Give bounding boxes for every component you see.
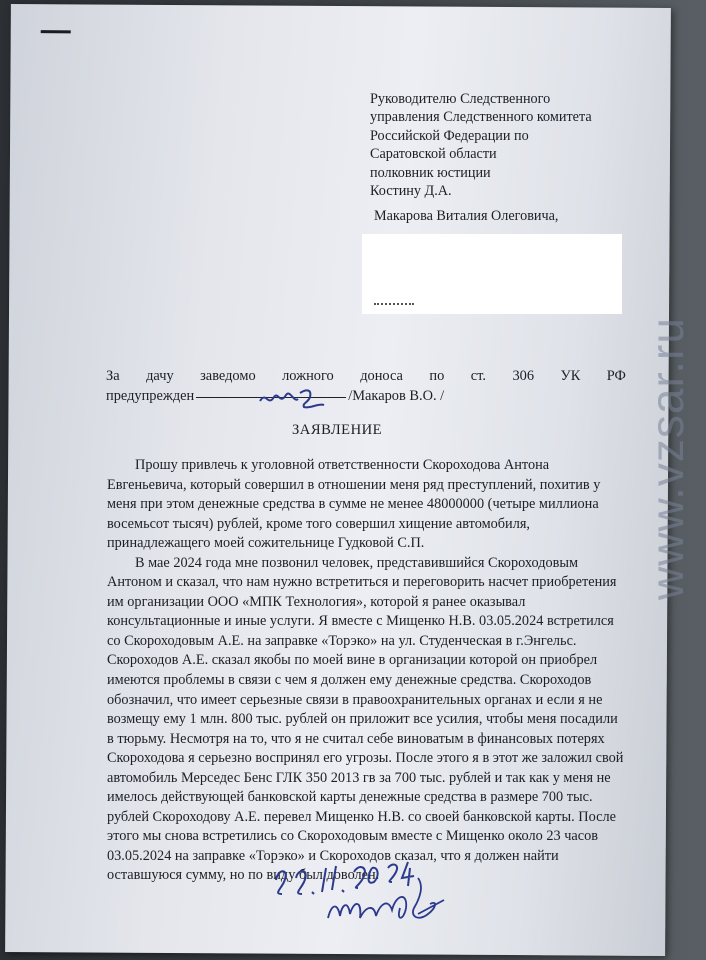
- site-watermark: www.vzsar.ru: [641, 317, 693, 600]
- sender-line: Макарова Виталия Олеговича,: [374, 208, 559, 224]
- text-line: рублей Скороходову А.Е. перевел Мищенко Н.В. со своей банковской карты. После: [107, 808, 616, 825]
- addressee-line: Руководителю Следственного: [370, 91, 551, 107]
- text-line: Прошу привлечь к уголовной ответственности Скороходова Антона: [135, 457, 550, 473]
- top-dash-mark: [41, 30, 71, 33]
- warning-word: За: [106, 368, 120, 384]
- warning-word: ложного: [282, 368, 334, 384]
- text-line: принадлежащего моей сожительнице Гудковой С.П.: [107, 535, 425, 552]
- warning-word: по: [429, 368, 445, 384]
- warning-word: доноса: [360, 368, 403, 384]
- redaction-residue: [374, 303, 414, 313]
- signature-line: [196, 397, 346, 398]
- text-line: обозначил, что имеет серьезные связи в правоохранительных органах и если я не: [107, 691, 603, 708]
- warning-word: УК: [560, 368, 581, 384]
- addressee-line: Костину Д.А.: [370, 183, 452, 200]
- text-line: этого мы снова встретились со Скороходовым вместе с Мищенко около 23 часов: [107, 828, 598, 845]
- text-line: имеются проблемы в связи с чем я должен ему денежные средства. Скороходов: [107, 672, 592, 689]
- statement-body: [107, 456, 631, 886]
- warning-signature: [254, 383, 344, 413]
- text-line: возмещу ему 1 млн. 800 тыс. рублей он приложит все усилия, чтобы меня посадили: [107, 711, 618, 728]
- text-line: им организации ООО «МПК Технология», которой я ранее оказывал: [107, 593, 526, 610]
- addressee-line: управления Следственного комитета: [370, 109, 592, 126]
- warning-start: предупрежден: [106, 388, 195, 404]
- text-line: Евгеньевича, который совершил в отношении меня ряд преступлений, похитив у: [107, 476, 601, 493]
- text-line: консультационные и иные услуги. Я вместе с Мищенко Н.В. 03.05.2024 встретился: [107, 613, 614, 630]
- text-line: Антоном и сказал, что нам нужно встретиться и переговорить насчет приобретения: [107, 574, 617, 591]
- redaction-box: [362, 234, 622, 314]
- addressee-line: полковник юстиции: [370, 164, 491, 181]
- warning-line-2: [106, 386, 626, 406]
- handwritten-date-and-signature: [268, 838, 498, 928]
- text-line: в тюрьму. Несмотря на то, что я не считал себе виноватым в финансовых потерях: [107, 730, 605, 747]
- text-line: меня при этом денежные средства в сумме не менее 48000000 (четыре миллиона: [107, 496, 599, 513]
- text-line: со Скороходовым А.Е. на заправке «Торэко» на ул. Студенческая в г.Энгельс.: [107, 632, 577, 649]
- addressee-line: Саратовской области: [370, 146, 497, 163]
- warning-word: 306: [512, 368, 535, 384]
- text-line: оставшуюся сумму, но по виду был доволен.: [107, 867, 380, 884]
- document-title: ЗАЯВЛЕНИЕ: [292, 422, 383, 438]
- addressee-line: Российской Федерации по: [370, 127, 529, 144]
- false-report-warning: [106, 366, 626, 406]
- text-line: Скороходов А.Е. сказал якобы по моей вине в организации которой он приобрел: [107, 652, 598, 669]
- text-line: Скороходова я серьезно воспринял его угрозы. После этого я в этот же заложил свой: [107, 750, 624, 767]
- warning-line-1: [106, 366, 626, 386]
- text-line: имелось действующей банковской карты денежные средства в размере 700 тыс.: [107, 789, 593, 806]
- text-line: автомобиль Мерседес Бенс ГЛК 350 2013 гв за 700 тыс. рублей и так как у меня не: [107, 769, 611, 786]
- warning-end: /Макаров В.О. /: [348, 388, 445, 404]
- addressee-block: [370, 90, 592, 200]
- warning-word: заведомо: [200, 368, 256, 384]
- text-line: В мае 2024 года мне позвонил человек, представившийся Скороходовым: [135, 554, 579, 571]
- text-line: восемьсот тысяч) рублей, кроме того совершил хищение автомобиля,: [107, 515, 530, 532]
- warning-word: ст.: [470, 368, 486, 384]
- warning-word: РФ: [606, 368, 626, 384]
- warning-word: дачу: [146, 368, 174, 384]
- text-line: 03.05.2024 на заправке «Торэко» и Скороходов сказал, что я должен найти: [107, 847, 559, 864]
